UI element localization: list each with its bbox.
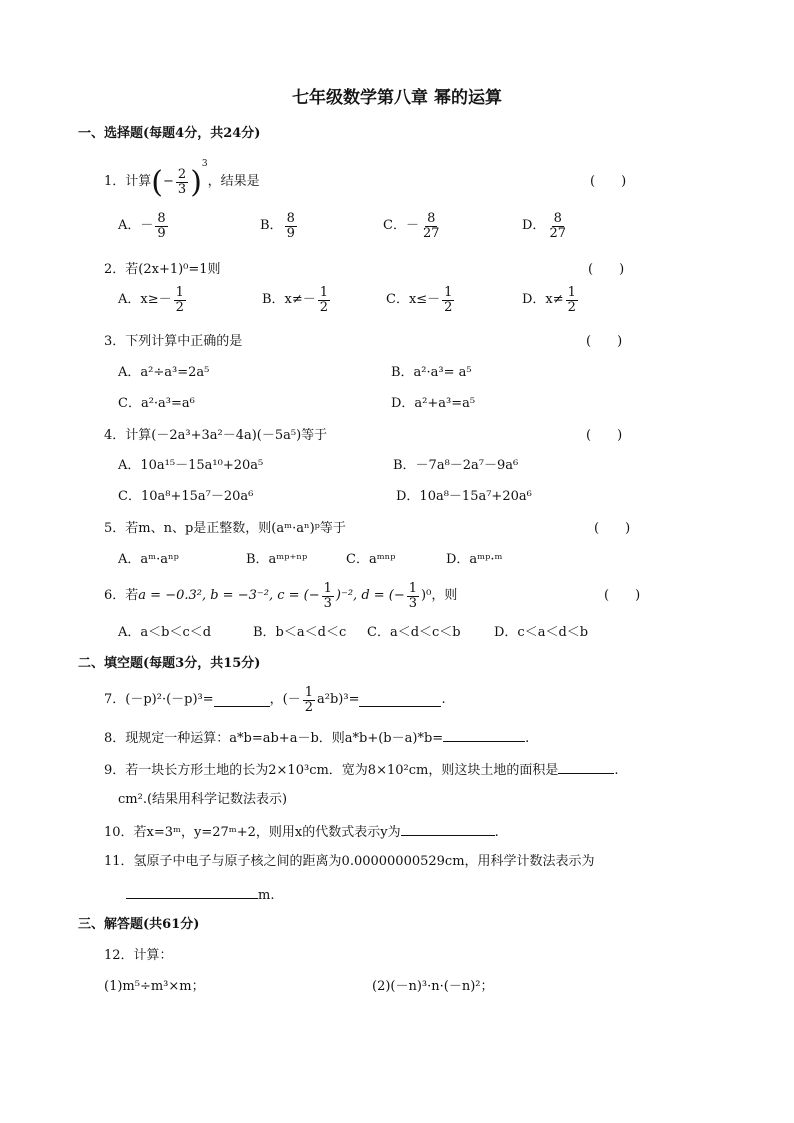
numerator: 8 [553, 211, 562, 226]
denominator: 3 [323, 595, 332, 611]
q9-end: . [614, 763, 619, 778]
q6-option-c: C．a＜d＜c＜b [367, 625, 461, 640]
section-heading-fill: 二、填空题(每题3分，共15分) [78, 656, 261, 671]
q8-end: . [525, 731, 530, 746]
q10-text: 10．若x=3ᵐ，y=27ᵐ+2，则用x的代数式表示y为 [104, 825, 401, 840]
q5-option-b: B．aᵐᵖ⁺ⁿᵖ [246, 552, 308, 567]
q3-option-d: D．a²+a³=a⁵ [391, 396, 476, 411]
q5-option-d: D．aᵐᵖ·ᵐ [446, 552, 503, 567]
answer-blank[interactable] [126, 886, 258, 899]
answer-paren-4: ( ) [586, 428, 623, 443]
q1-exponent: 3 [201, 159, 208, 169]
q3-option-a: A．a²÷a³=2a⁵ [118, 365, 210, 380]
question-12: 12．计算： [104, 948, 173, 963]
q4-option-b: B．－7a⁸－2a⁷－9a⁶ [393, 458, 519, 473]
denominator: 2 [444, 299, 453, 315]
option-label: B．x≠－ [262, 292, 316, 308]
question-5: 5．若m、n、p是正整数，则(aᵐ·aⁿ)ᵖ等于 [104, 521, 346, 536]
option-fraction [285, 212, 297, 240]
numerator: 1 [304, 684, 314, 700]
numerator: 2 [177, 166, 187, 182]
q7-text-c: a²b)³= [317, 692, 360, 708]
section-heading-choice: 一、选择题(每题4分，共24分) [78, 126, 261, 141]
q1-prefix: 1．计算 [104, 174, 152, 190]
question-1 [104, 157, 260, 207]
option-label: D． [522, 218, 546, 234]
right-paren: ) [190, 164, 202, 200]
denominator: 2 [175, 299, 184, 315]
answer-paren-5: ( ) [594, 521, 631, 536]
answer-blank[interactable] [214, 694, 270, 707]
q6-prefix: 6．若 [104, 588, 139, 604]
numerator: 1 [444, 285, 453, 300]
q6-option-b: B．b＜a＜d＜c [253, 625, 347, 640]
q11-answer-line [126, 886, 274, 904]
question-4: 4．计算(－2a³+3a²－4a)(－5a⁵)等于 [104, 428, 328, 443]
answer-paren-1: ( ) [590, 174, 627, 189]
answer-blank[interactable] [443, 729, 525, 742]
option-label: A．－ [118, 218, 154, 234]
numerator: 1 [408, 580, 418, 596]
q11-end: m. [258, 888, 275, 903]
answer-blank[interactable] [401, 823, 495, 836]
numerator: 8 [286, 211, 295, 226]
option-fraction [566, 286, 578, 314]
question-9 [104, 761, 618, 779]
q2-option-a [118, 286, 188, 314]
q1-option-b [260, 212, 299, 240]
denominator: 27 [549, 225, 566, 241]
section-heading-solve: 三、解答题(共61分) [78, 917, 200, 932]
q3-option-c: C．a²·a³=a⁶ [118, 396, 195, 411]
question-8 [104, 729, 529, 747]
numerator: 1 [319, 285, 329, 300]
q6-fraction-c [322, 582, 334, 610]
q2-option-c [386, 286, 456, 314]
answer-paren-3: ( ) [586, 334, 623, 349]
minus-sign: − [163, 174, 174, 190]
page-title: 七年级数学第八章 幂的运算 [292, 88, 502, 108]
q1-fraction [176, 168, 188, 196]
q12-part-1: (1)m⁵÷m³×m； [104, 979, 205, 994]
option-label: D．x≠ [522, 292, 564, 308]
question-7 [104, 680, 446, 720]
option-label: B． [260, 218, 283, 234]
answer-blank[interactable] [359, 694, 441, 707]
q7-end: . [441, 692, 446, 708]
q1-suffix: ，结果是 [207, 174, 260, 190]
numerator: 1 [567, 285, 576, 300]
q12-part-2: (2)(－n)³·n·(－n)²； [372, 979, 494, 994]
option-fraction [318, 286, 330, 314]
q6-part-b: )⁻², d = (− [335, 588, 405, 604]
option-label: C．x≤－ [386, 292, 441, 308]
q2-option-d [522, 286, 580, 314]
numerator: 8 [427, 211, 436, 226]
denominator: 9 [157, 225, 166, 241]
q7-text-a: 7．(－p)²·(－p)³= [104, 692, 214, 708]
denominator: 2 [304, 699, 314, 715]
question-11: 11．氢原子中电子与原子核之间的距离为0.00000000529cm，用科学计数法表示为 [104, 854, 595, 869]
question-6 [104, 578, 457, 614]
q6-part-a: a = −0.3², b = −3⁻², c = (− [138, 588, 320, 604]
question-10 [104, 823, 499, 841]
question-2: 2．若(2x+1)⁰=1则 [104, 262, 221, 277]
denominator: 9 [286, 225, 295, 241]
q4-option-c: C．10a⁸+15a⁷－20a⁶ [118, 489, 254, 504]
option-fraction [442, 286, 454, 314]
answer-paren-2: ( ) [588, 262, 625, 277]
denominator: 27 [422, 225, 440, 241]
option-fraction [421, 212, 442, 240]
option-fraction [155, 212, 167, 240]
numerator: 8 [157, 211, 166, 226]
numerator: 1 [175, 285, 184, 300]
denominator: 2 [319, 299, 329, 315]
q5-option-c: C．aᵐⁿᵖ [346, 552, 396, 567]
answer-blank[interactable] [558, 761, 614, 774]
q4-option-a: A．10a¹⁵－15a¹⁰+20a⁵ [118, 458, 264, 473]
q10-end: . [494, 825, 499, 840]
numerator: 1 [323, 580, 332, 596]
q6-option-a: A．a＜b＜c＜d [118, 625, 212, 640]
q7-text-b: ，(－ [269, 692, 301, 708]
option-fraction [174, 286, 186, 314]
option-fraction [547, 212, 568, 240]
denominator: 3 [177, 181, 187, 197]
q5-option-a: A．aᵐ·aⁿᵖ [118, 552, 179, 567]
denominator: 3 [408, 595, 418, 611]
q4-option-d: D．10a⁸－15a⁷+20a⁶ [396, 489, 532, 504]
option-label: C．－ [383, 218, 419, 234]
q1-option-d [522, 212, 570, 240]
q7-fraction [303, 686, 315, 714]
q9-text: 9．若一块长方形土地的长为2×10³cm．宽为8×10²cm，则这块土地的面积是 [104, 763, 559, 778]
question-3: 3．下列计算中正确的是 [104, 334, 243, 349]
q6-part-c: )⁰，则 [421, 588, 458, 604]
q6-fraction-d [407, 582, 419, 610]
q9-line2: cm².(结果用科学记数法表示) [118, 792, 288, 807]
denominator: 2 [567, 299, 576, 315]
q3-option-b: B．a²·a³= a⁵ [391, 365, 472, 380]
q8-text: 8．现规定一种运算：a*b=ab+a－b．则a*b+(b－a)*b= [104, 731, 444, 746]
answer-paren-6: ( ) [604, 588, 641, 603]
q6-option-d: D．c＜a＜d＜b [494, 625, 589, 640]
left-paren: ( [151, 164, 163, 200]
q2-option-b [262, 286, 332, 314]
q1-option-c [383, 212, 444, 240]
option-label: A．x≥－ [118, 292, 172, 308]
q1-option-a [118, 212, 170, 240]
